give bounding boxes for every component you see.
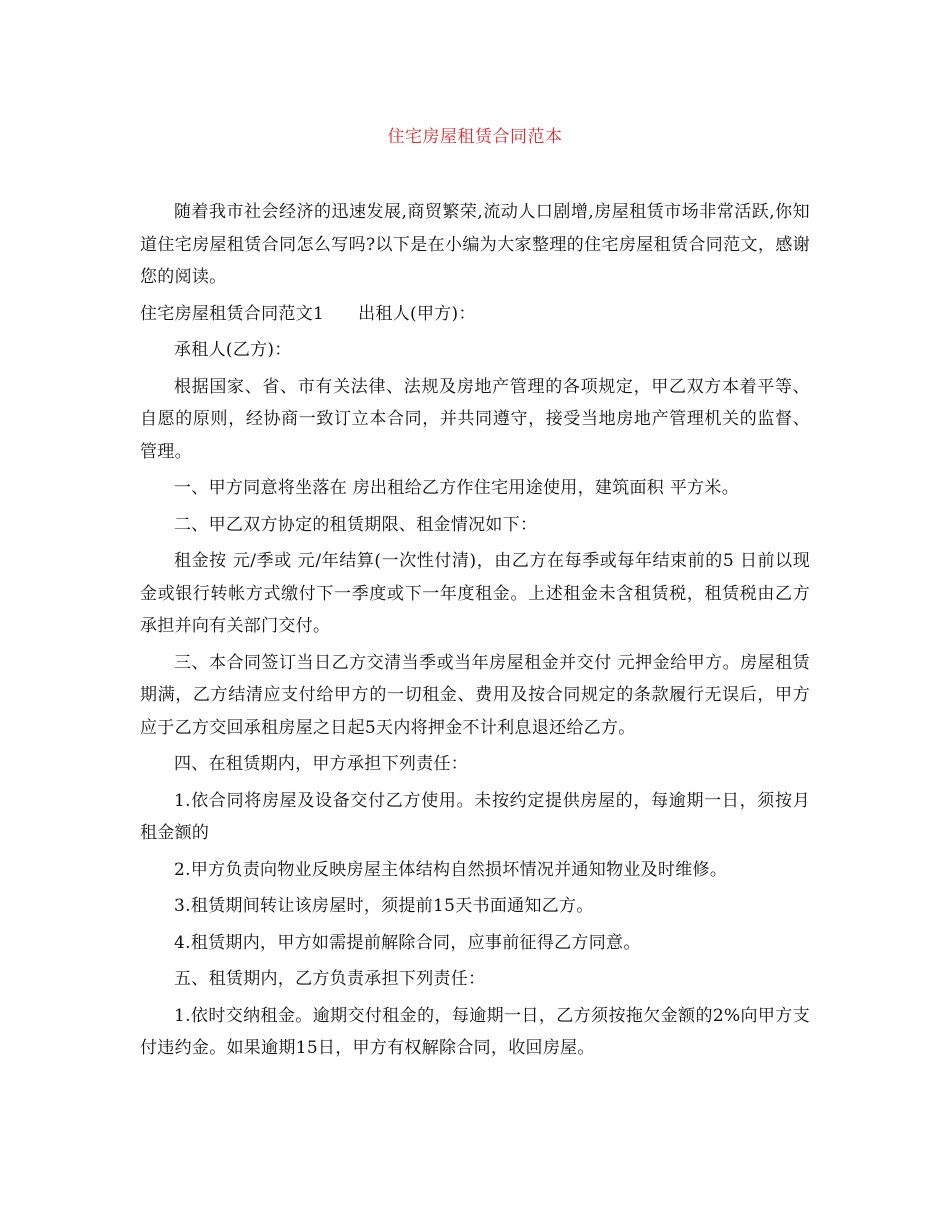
clause-3: 三、本合同签订当日乙方交清当季或当年房屋租金并交付 元押金给甲方。房屋租赁期满，乙方结清应支付给甲方的一切租金、费用及按合同规定的条款履行无误后，甲方应于乙方交回承租房屋之日起5天内将押金不计利息退还给乙方。 xyxy=(140,652,810,738)
document-title: 住宅房屋租赁合同范本 xyxy=(387,127,563,147)
clause-4-item-4: 4.租赁期内，甲方如需提前解除合同，应事前征得乙方同意。 xyxy=(174,932,641,953)
clause-4-item-3: 3.租赁期间转让该房屋时，须提前15天书面通知乙方。 xyxy=(174,896,594,916)
lessee-label: 承租人(乙方)： xyxy=(174,340,292,360)
basis-paragraph: 根据国家、省、市有关法律、法规及房地产管理的各项规定，甲乙双方本着平等、自愿的原则，经协商一致订立本合同，并共同遵守，接受当地房地产管理机关的监督、管理。 xyxy=(140,376,810,462)
clause-4-item-2: 2.甲方负责向物业反映房屋主体结构自然损坏情况并通知物业及时维修。 xyxy=(174,859,728,880)
clause-1: 一、甲方同意将坐落在 房出租给乙方作住宅用途使用，建筑面积 平方米。 xyxy=(174,478,740,498)
clause-5: 五、租赁期内，乙方负责承担下列责任： xyxy=(174,969,486,989)
clause-5-item-1: 1.依时交纳租金。逾期交付租金的，每逾期一日，乙方须按拖欠金额的2%向甲方支付违约金。如果逾期15日，甲方有权解除合同，收回房屋。 xyxy=(140,1005,810,1058)
clause-2: 二、甲乙双方协定的租赁期限、租金情况如下： xyxy=(174,514,538,535)
lessor-label: 出租人(甲方)： xyxy=(358,303,476,324)
clause-4: 四、在租赁期内，甲方承担下列责任： xyxy=(174,754,469,774)
rent-paragraph: 租金按 元/季或 元/年结算(一次性付清)，由乙方在每季或每年结束前的5 日前以现金或银行转帐方式缴付下一季度或下一年度租金。上述租金未含租赁税，租赁税由乙方承担并向有关部门交付。 xyxy=(140,551,810,636)
intro-paragraph: 随着我市社会经济的迅速发展,商贸繁荣,流动人口剧增,房屋租赁市场非常活跃,你知道住宅房屋租赁合同怎么写吗?以下是在小编为大家整理的住宅房屋租赁合同范文，感谢您的阅读。 xyxy=(140,202,810,287)
contract-heading-line xyxy=(140,298,810,331)
clause-4-item-1: 1.依合同将房屋及设备交付乙方使用。未按约定提供房屋的，每逾期一日，须按月租金额的 xyxy=(140,790,810,843)
document-body xyxy=(140,196,810,1069)
contract-heading: 住宅房屋租赁合同范文1 xyxy=(140,303,325,324)
